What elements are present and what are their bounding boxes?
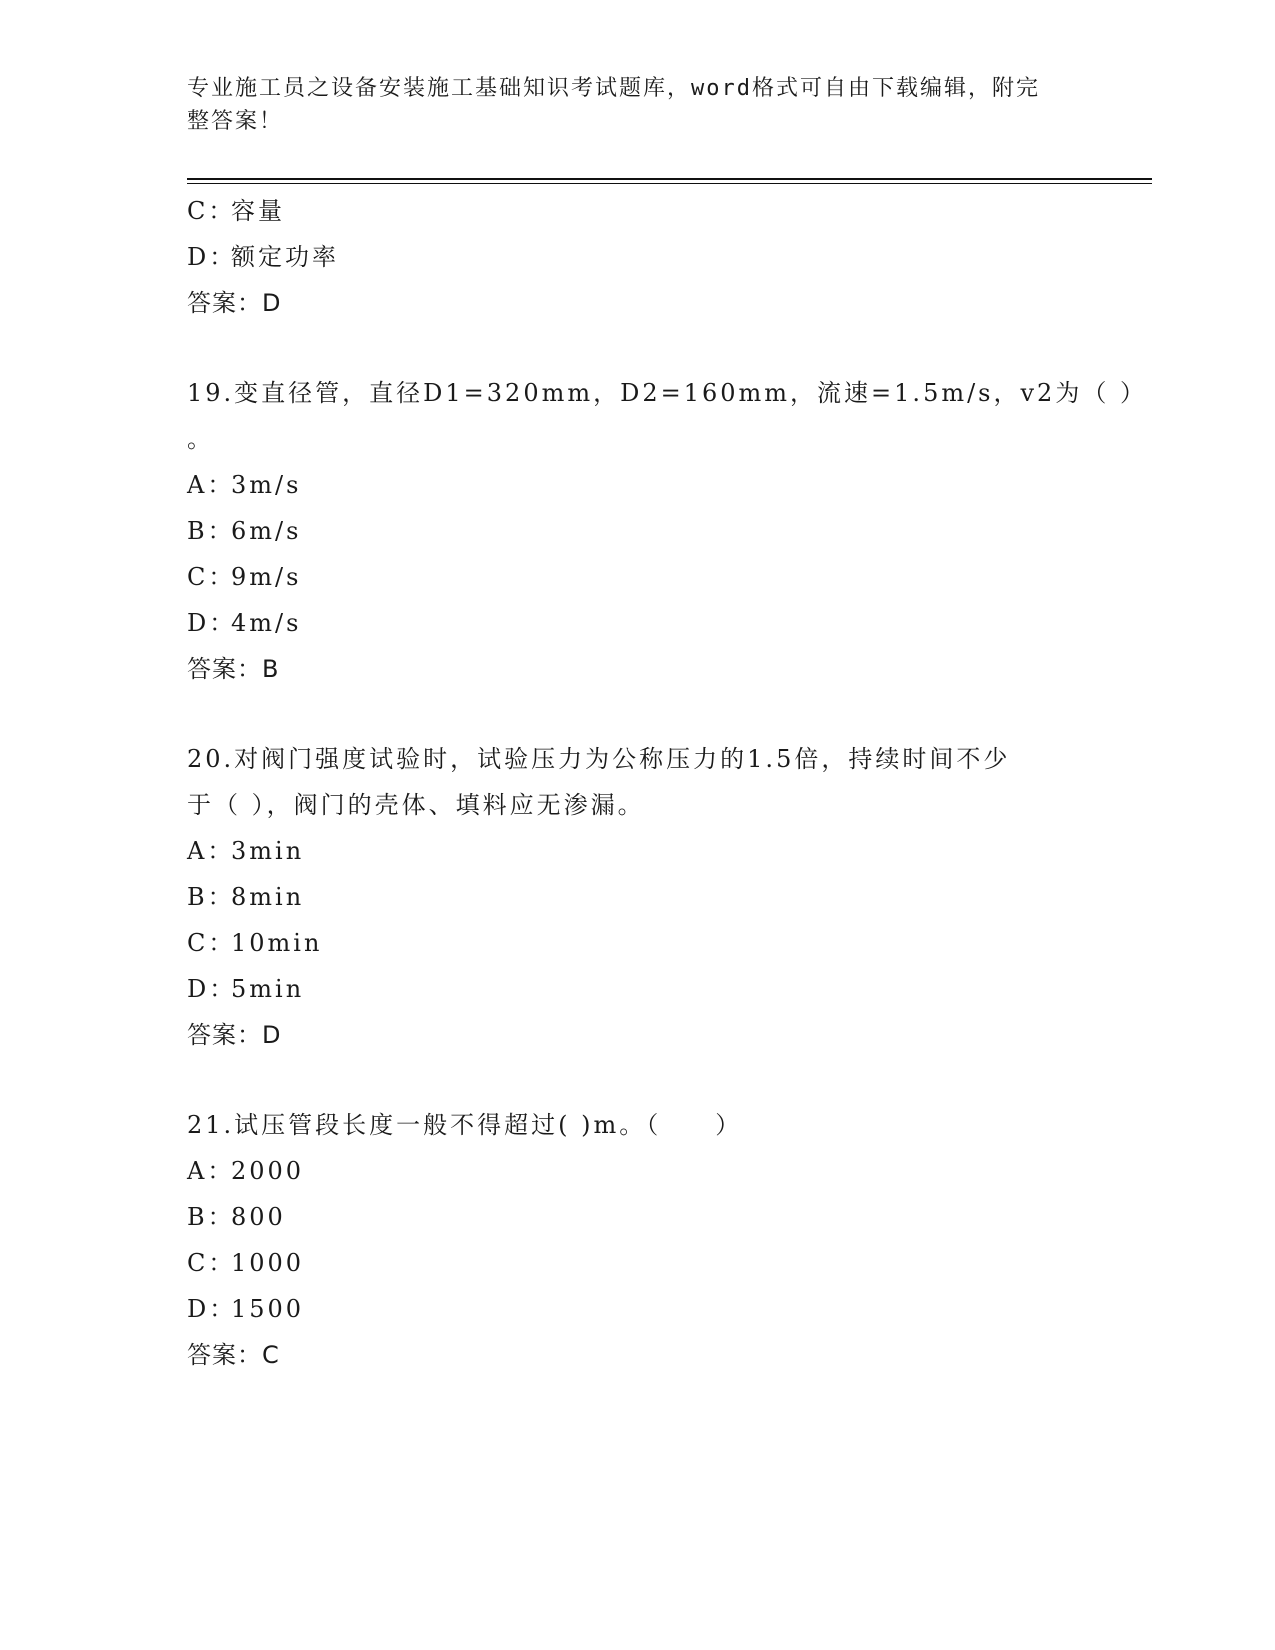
option-b [187, 508, 1087, 554]
option-text: 1000 [231, 1249, 305, 1277]
header-line-1: 专业施工员之设备安装施工基础知识考试题库，word格式可自由下载编辑，附完 [187, 76, 1040, 101]
option-text: 10min [231, 929, 323, 957]
question-20 [187, 736, 1087, 1058]
answer-line: 答案：B [187, 655, 280, 683]
document-header [187, 72, 1067, 138]
option-b [187, 1194, 1087, 1240]
question-18-tail [187, 188, 1087, 326]
header-divider-thin [187, 183, 1152, 184]
option-key: A： [187, 1157, 235, 1185]
question-stem: 21.试压管段长度一般不得超过( )m。（ ） [187, 1111, 743, 1139]
question-stem-continued: 于（ ），阀门的壳体、填料应无渗漏。 [187, 791, 645, 819]
question-stem: 20.对阀门强度试验时，试验压力为公称压力的1.5倍，持续时间不少 [187, 745, 1011, 773]
option-b [187, 874, 1087, 920]
option-c [187, 1240, 1087, 1286]
answer-line: 答案：D [187, 1021, 282, 1049]
option-text: 9m/s [231, 563, 302, 591]
option-key: D： [187, 243, 237, 271]
header-line-2: 整答案！ [187, 109, 284, 134]
option-key: C： [187, 563, 236, 591]
option-text: 额定功率 [231, 243, 339, 271]
option-d [187, 600, 1087, 646]
option-text: 5min [231, 975, 305, 1003]
option-key: D： [187, 609, 237, 637]
question-stem: 19.变直径管，直径D1=320mm，D2=160mm，流速=1.5m/s，v2为（ ） [187, 379, 1147, 407]
document-body [187, 188, 1147, 1378]
option-a [187, 462, 1087, 508]
option-d [187, 234, 1087, 280]
option-key: A： [187, 471, 235, 499]
option-c [187, 554, 1087, 600]
option-key: D： [187, 975, 237, 1003]
header-divider-thick [187, 178, 1152, 180]
option-text: 3m/s [231, 471, 302, 499]
option-key: C： [187, 1249, 236, 1277]
answer-line: 答案：C [187, 1341, 280, 1369]
option-key: B： [187, 883, 235, 911]
option-key: A： [187, 837, 235, 865]
question-19 [187, 370, 1147, 692]
option-text: 3min [231, 837, 305, 865]
option-text: 8min [231, 883, 305, 911]
option-c [187, 188, 1087, 234]
option-text: 1500 [231, 1295, 305, 1323]
option-text: 4m/s [231, 609, 302, 637]
option-text: 2000 [231, 1157, 305, 1185]
option-a [187, 1148, 1087, 1194]
option-key: C： [187, 197, 236, 225]
option-key: B： [187, 517, 235, 545]
option-text: 800 [231, 1203, 286, 1231]
option-d [187, 1286, 1087, 1332]
option-a [187, 828, 1087, 874]
option-d [187, 966, 1087, 1012]
option-key: C： [187, 929, 236, 957]
question-21 [187, 1102, 1087, 1378]
option-key: B： [187, 1203, 235, 1231]
option-c [187, 920, 1087, 966]
option-text: 容量 [231, 197, 285, 225]
option-key: D： [187, 1295, 237, 1323]
option-text: 6m/s [231, 517, 302, 545]
answer-line: 答案：D [187, 289, 282, 317]
question-stem-continued: 。 [187, 425, 214, 453]
